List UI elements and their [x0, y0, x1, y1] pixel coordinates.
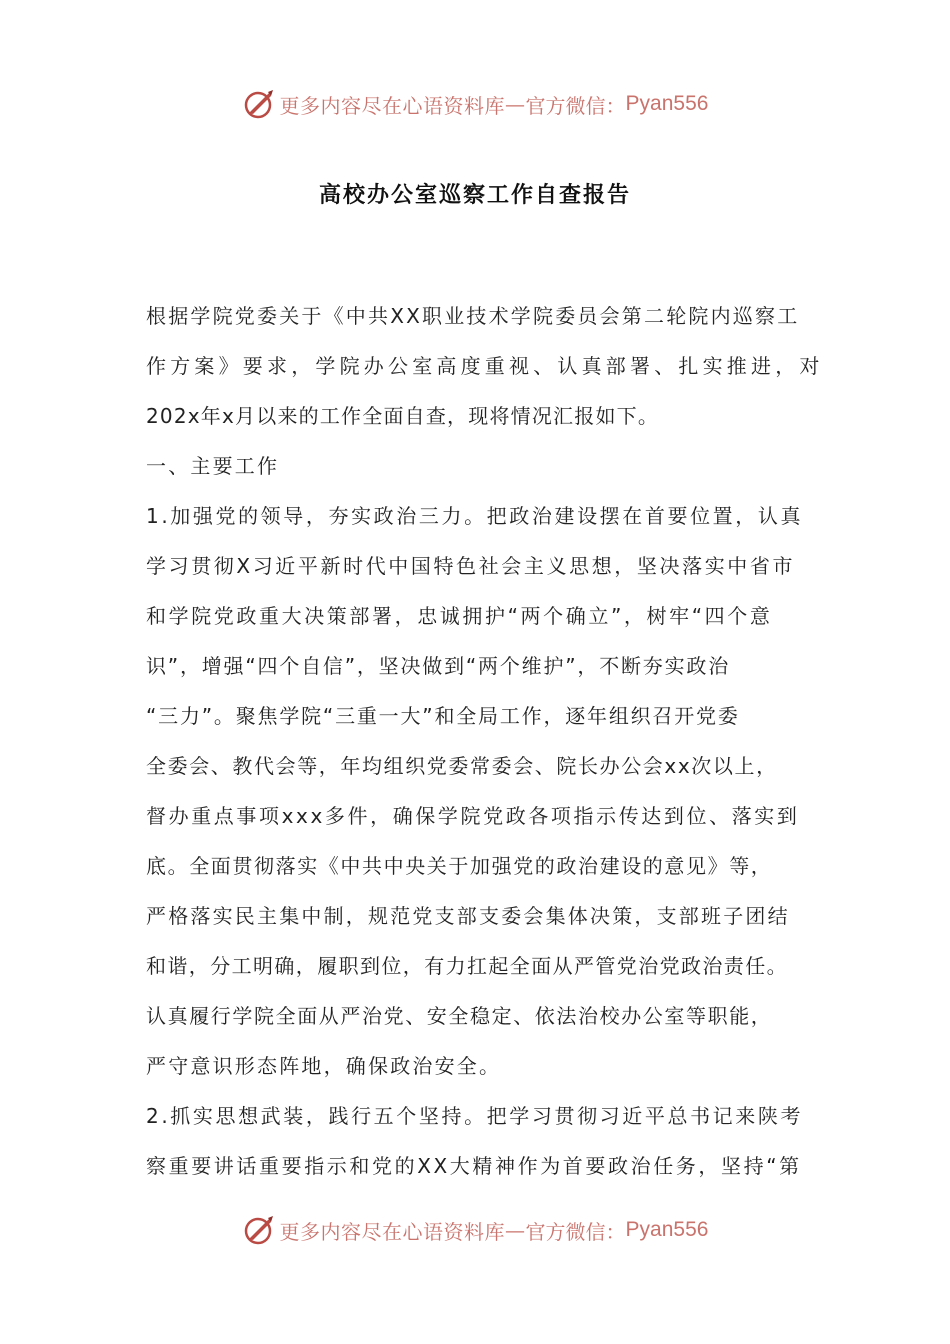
quill-logo-icon — [242, 1213, 276, 1247]
body-line: 识”，增强“四个自信”，坚决做到“两个维护”，不断夯实政治 — [146, 654, 731, 678]
body-line: 2.抓实思想武装，践行五个坚持。把学习贯彻习近平总书记来陕考 — [146, 1104, 804, 1128]
quill-logo-icon — [242, 87, 276, 121]
body-line: 严格落实民主集中制，规范党支部支委会集体决策，支部班子团结 — [146, 904, 790, 928]
body-line: 全委会、教代会等，年均组织党委常委会、院长办公会xx次以上， — [146, 754, 778, 778]
body-line: 学习贯彻X习近平新时代中国特色社会主义思想，坚决落实中省市 — [146, 554, 796, 578]
body-line: 察重要讲话重要指示和党的XX大精神作为首要政治任务，坚持“第 — [146, 1154, 802, 1178]
banner-wechat-id: Pyan556 — [625, 1218, 709, 1241]
body-line: 202x年x月以来的工作全面自查，现将情况汇报如下。 — [146, 404, 660, 428]
body-line: 和谐，分工明确，履职到位，有力扛起全面从严管党治党政治责任。 — [146, 954, 788, 978]
body-line: 1.加强党的领导，夯实政治三力。把政治建设摆在首要位置，认真 — [146, 504, 804, 528]
body-line: 督办重点事项xxx多件，确保学院党政各项指示传达到位、落实到 — [146, 804, 800, 828]
document-title: 高校办公室巡察工作自查报告 — [318, 183, 631, 208]
body-line: “三力”。聚焦学院“三重一大”和全局工作，逐年组织召开党委 — [146, 704, 740, 728]
banner-text: 更多内容尽在心语资料库 — [279, 1219, 506, 1244]
body-line: 和学院党政重大决策部署，忠诚拥护“两个确立”，树牢“四个意 — [146, 604, 773, 628]
body-line: 根据学院党委关于《中共XX职业技术学院委员会第二轮院内巡察工 — [146, 304, 800, 328]
header-watermark-banner — [0, 84, 950, 124]
banner-text: 更多内容尽在心语资料库 — [279, 93, 506, 118]
footer-watermark-banner — [0, 1210, 950, 1250]
banner-dash: — — [505, 1218, 526, 1242]
banner-wechat-label: 官方微信： — [525, 93, 626, 118]
body-line: 作方案》要求，学院办公室高度重视、认真部署、扎实推进，对 — [146, 354, 824, 378]
body-line: 严守意识形态阵地，确保政治安全。 — [146, 1054, 502, 1078]
body-line: 底。全面贯彻落实《中共中央关于加强党的政治建设的意见》等， — [146, 854, 773, 878]
banner-dash: — — [505, 92, 526, 116]
section-heading: 一、主要工作 — [146, 454, 280, 478]
banner-wechat-id: Pyan556 — [625, 92, 709, 115]
body-line: 认真履行学院全面从严治党、安全稳定、依法治校办公室等职能， — [146, 1004, 773, 1028]
banner-wechat-label: 官方微信： — [525, 1219, 626, 1244]
